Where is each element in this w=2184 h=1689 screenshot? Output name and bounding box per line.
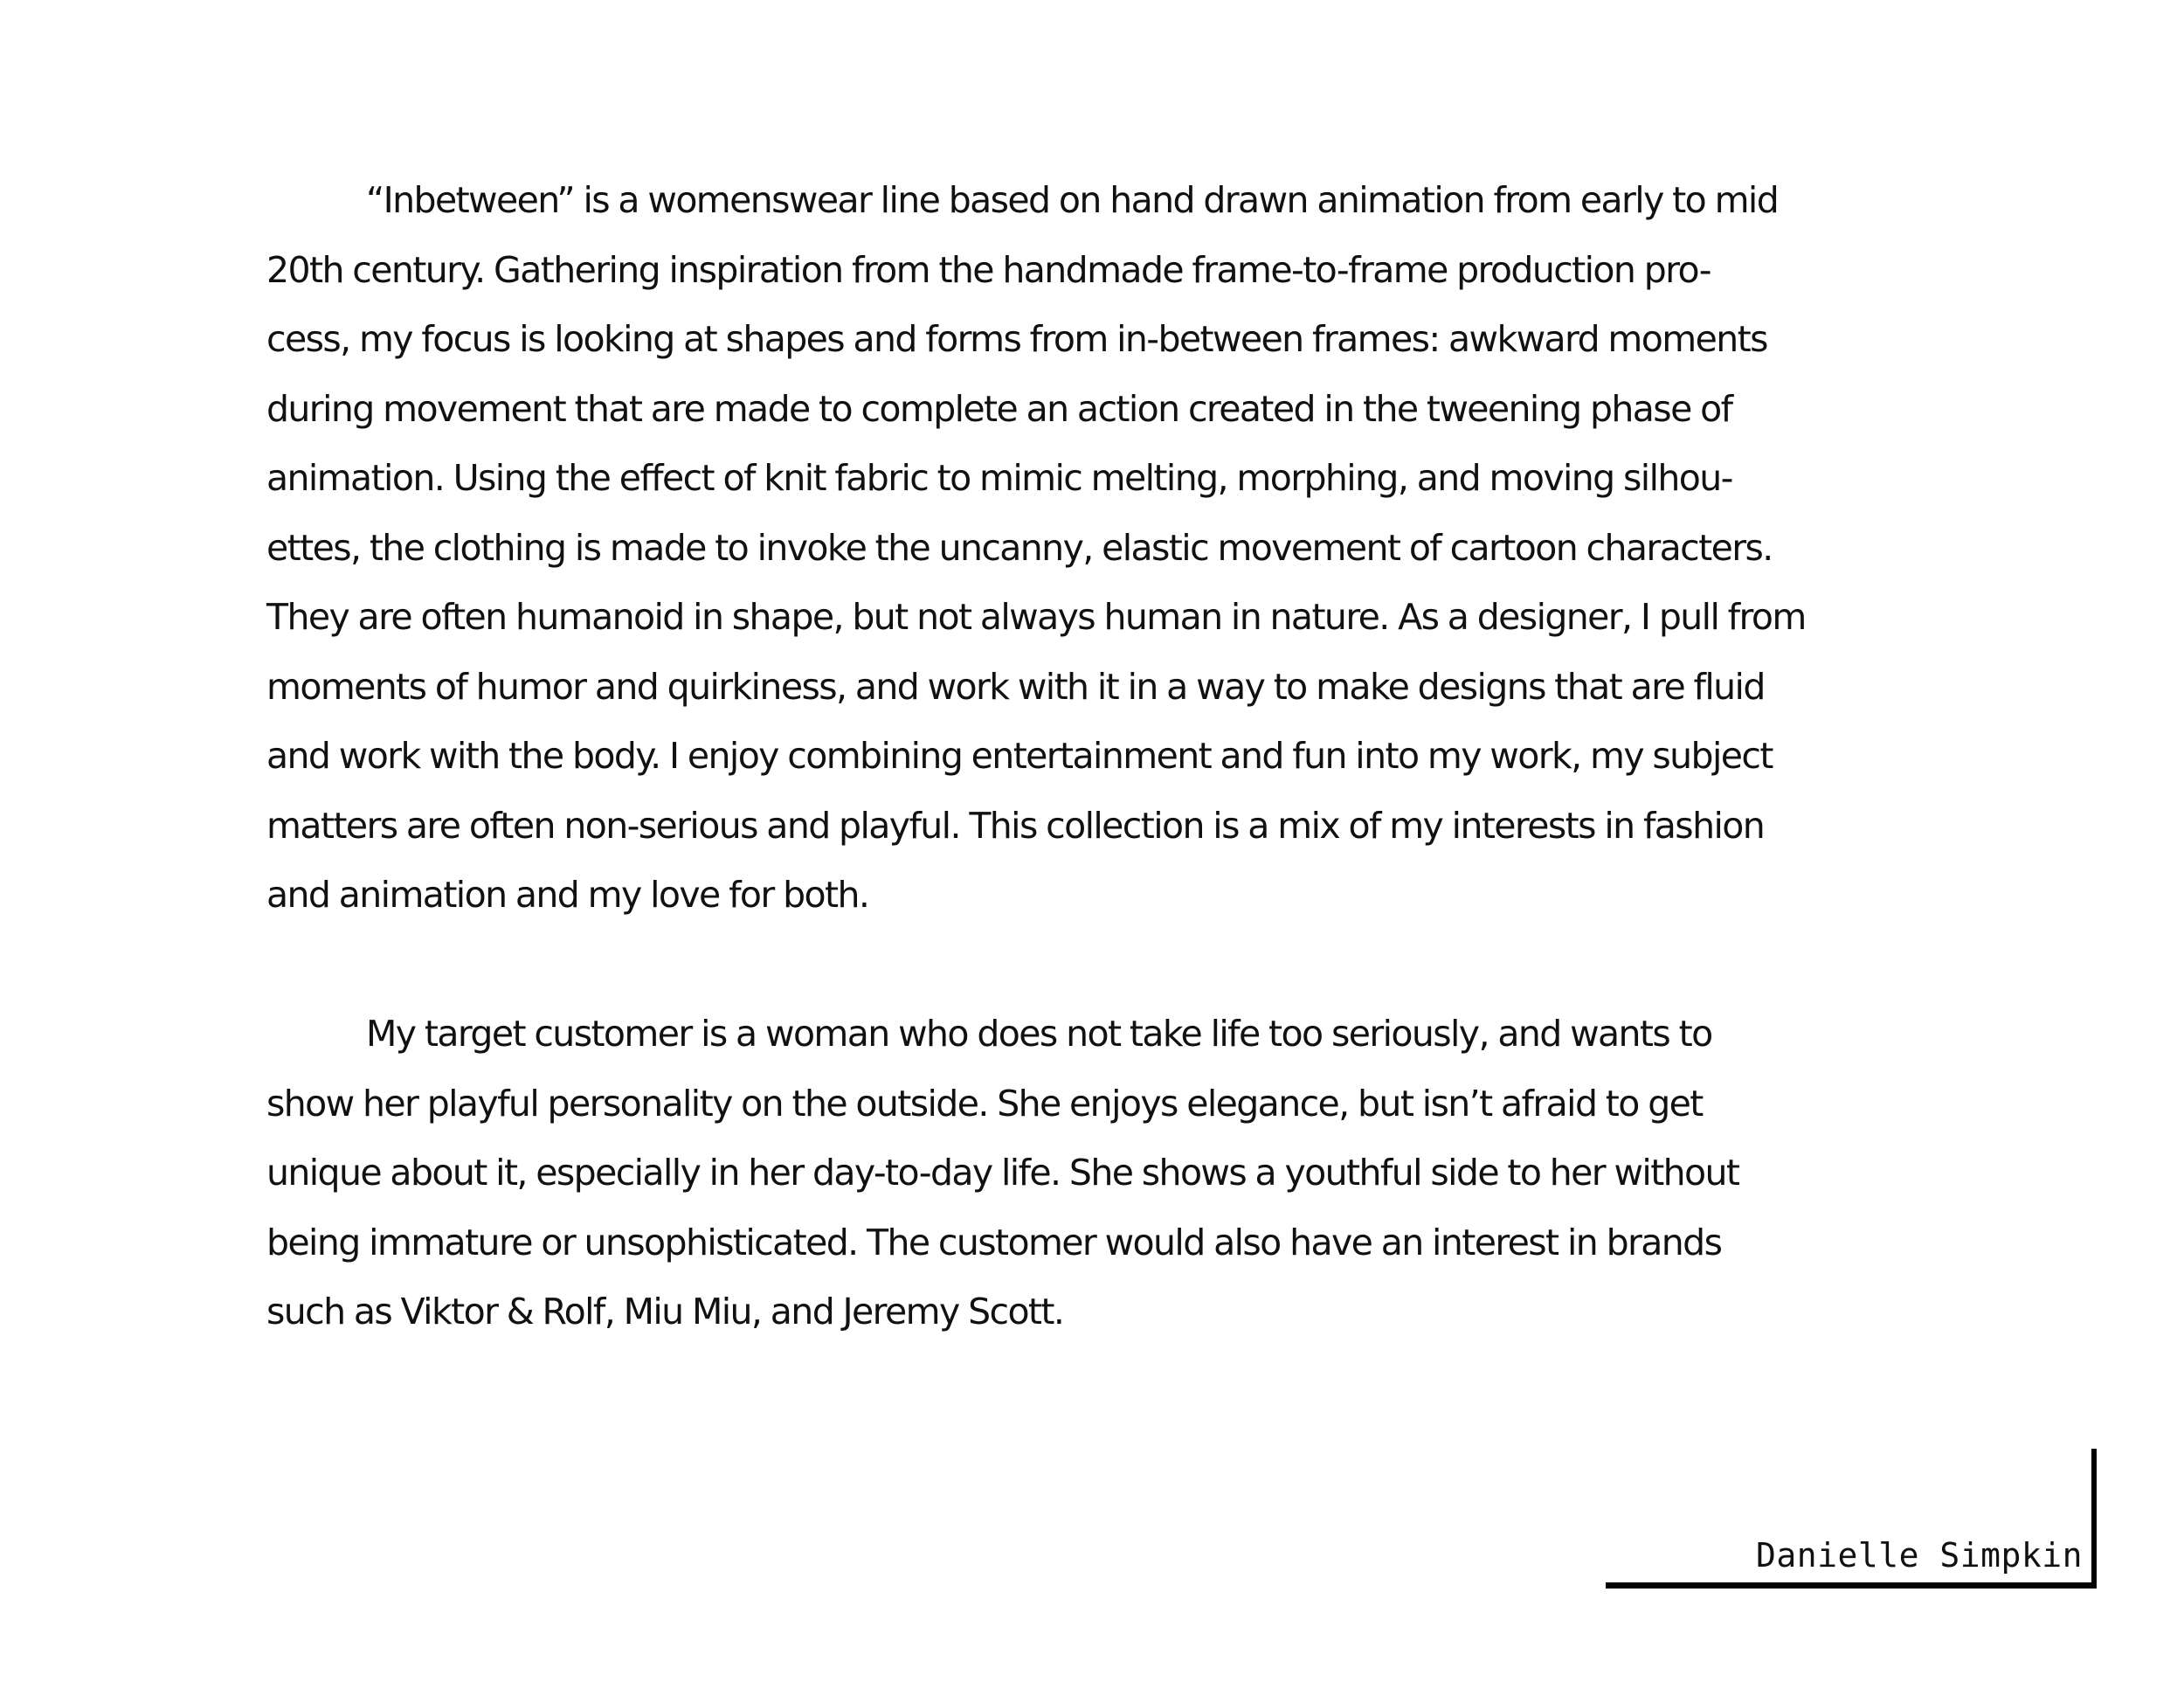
text-line: “Inbetween” is a womenswear line based on hand drawn animation from early to mid: [366, 179, 1779, 221]
text-line: animation. Using the effect of knit fabric to mimic melting, morphing, and moving silhou-: [266, 457, 1732, 499]
text-line: ettes, the clothing is made to invoke the uncanny, elastic movement of cartoon characters.: [266, 526, 1773, 569]
text-line: 20th century. Gathering inspiration from the handmade frame-to-frame production pro-: [266, 248, 1711, 291]
text-line: and work with the body. I enjoy combining entertainment and fun into my work, my subject: [266, 735, 1773, 777]
text-line: and animation and my love for both.: [266, 874, 869, 916]
text-line: matters are often non-serious and playful. This collection is a mix of my interests in fashion: [266, 804, 1765, 847]
text-line: They are often humanoid in shape, but not always human in nature. As a designer, I pull from: [266, 596, 1806, 638]
text-line: cess, my focus is looking at shapes and forms from in-between frames: awkward moments: [266, 318, 1767, 360]
paragraph-spacer: [266, 931, 1944, 1000]
signature-horizontal-rule: [1606, 1582, 2097, 1589]
statement-paragraph-customer: [266, 1000, 1944, 1347]
text-line: being immature or unsophisticated. The customer would also have an interest in brands: [266, 1221, 1722, 1263]
text-line: My target customer is a woman who does not take life too seriously, and wants to: [366, 1013, 1712, 1055]
text-line: such as Viktor & Rolf, Miu Miu, and Jeremy Scott.: [266, 1291, 1064, 1333]
text-line: show her playful personality on the outside. She enjoys elegance, but isn’t afraid to get: [266, 1082, 1703, 1125]
text-line: moments of humor and quirkiness, and work with it in a way to make designs that are fluid: [266, 665, 1765, 708]
text-line: during movement that are made to complete an action created in the tweening phase of: [266, 387, 1732, 430]
signature-vertical-rule: [2091, 1449, 2097, 1587]
designer-name: Danielle Simpkin: [1755, 1536, 2083, 1575]
statement-paragraph-collection: [266, 166, 1944, 931]
text-line: unique about it, especially in her day-to-day life. She shows a youthful side to her without: [266, 1152, 1739, 1194]
signature-block: [1607, 1449, 2097, 1589]
designer-statement: [266, 166, 1944, 1347]
